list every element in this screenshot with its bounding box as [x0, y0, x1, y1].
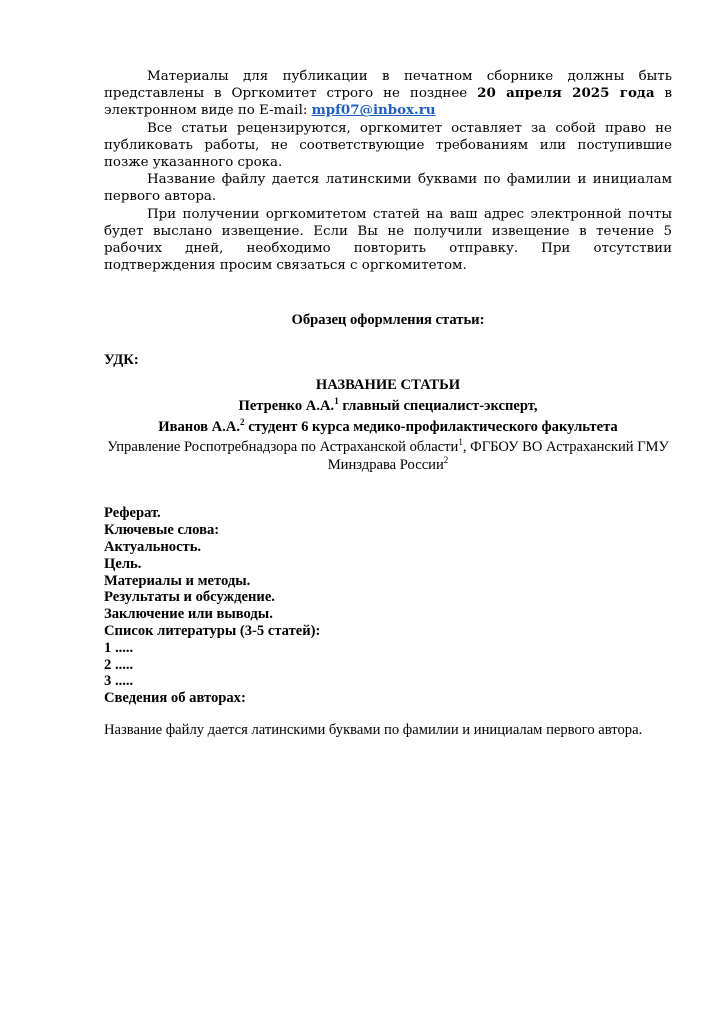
- affiliation-2: , ФГБОУ ВО Астраханский ГМУ Минздрава России: [327, 439, 669, 474]
- author-1: [104, 397, 672, 415]
- email-link[interactable]: mpf07@inbox.ru: [311, 102, 436, 119]
- article-sections: [104, 504, 672, 706]
- affiliations: [104, 438, 672, 474]
- closing-note: Название файлу дается латинскими буквами по фамилии и инициалам первого автора.: [104, 722, 643, 738]
- affiliation-2-mark: 2: [443, 455, 449, 466]
- section-item: Цель.: [104, 555, 142, 572]
- affiliation-1-mark: 1: [458, 437, 463, 448]
- submission-rules: [104, 68, 672, 274]
- author-2: [104, 418, 672, 436]
- article-sample: [104, 311, 672, 739]
- author-2-role: студент 6 курса медико-профилактического факультета: [244, 419, 618, 436]
- section-item: Результаты и обсуждение.: [104, 589, 275, 606]
- section-item: Список литературы (3-5 статей):: [104, 623, 321, 640]
- section-item: 3 .....: [104, 673, 134, 690]
- deadline-date: 20 апреля 2025 года: [477, 85, 655, 102]
- author-2-mark: 2: [240, 417, 245, 428]
- section-item: 1 .....: [104, 639, 134, 656]
- document-page: [104, 68, 672, 739]
- section-item: Материалы и методы.: [104, 572, 251, 589]
- affiliation-1: Управление Роспотребнадзора по Астраханской области: [107, 439, 459, 456]
- article-title: НАЗВАНИЕ СТАТЬИ: [315, 377, 461, 394]
- sample-heading: Образец оформления статьи:: [291, 312, 485, 329]
- author-2-name: Иванов А.А.: [158, 419, 241, 436]
- section-item: 2 .....: [104, 656, 134, 673]
- section-item: Заключение или выводы.: [104, 606, 273, 623]
- filename-paragraph: Название файлу дается латинскими буквами по фамилии и инициалам первого автора.: [104, 172, 672, 205]
- section-item: Ключевые слова:: [104, 522, 220, 539]
- notification-paragraph: При получении оргкомитетом статей на ваш адрес электронной почты будет выслано извещение. Если Вы не получили извещение в течение 5 рабочих дней, необходимо повторить отправку. При отсутствии подтверждения просим связаться с оргкомитетом.: [104, 206, 672, 274]
- section-item: Актуальность.: [104, 539, 202, 556]
- deadline-text-start: Материалы для публикации в печатном сборнике должны быть представлены в Оргкомитет строго не позднее: [104, 69, 672, 102]
- author-1-mark: 1: [334, 396, 339, 407]
- udk-label: УДК:: [104, 352, 139, 369]
- deadline-text-middle: в электронном виде по E-mail:: [104, 86, 672, 119]
- section-item: Реферат.: [104, 505, 161, 522]
- section-item: Сведения об авторах:: [104, 690, 246, 707]
- deadline-paragraph: [104, 68, 672, 120]
- author-1-name: Петренко А.А.: [238, 398, 335, 415]
- author-1-role: главный специалист-эксперт,: [338, 398, 538, 415]
- review-paragraph: Все статьи рецензируются, оргкомитет оставляет за собой право не публиковать работы, не соответствующие требованиям или поступившие позже указанного срока.: [104, 120, 672, 171]
